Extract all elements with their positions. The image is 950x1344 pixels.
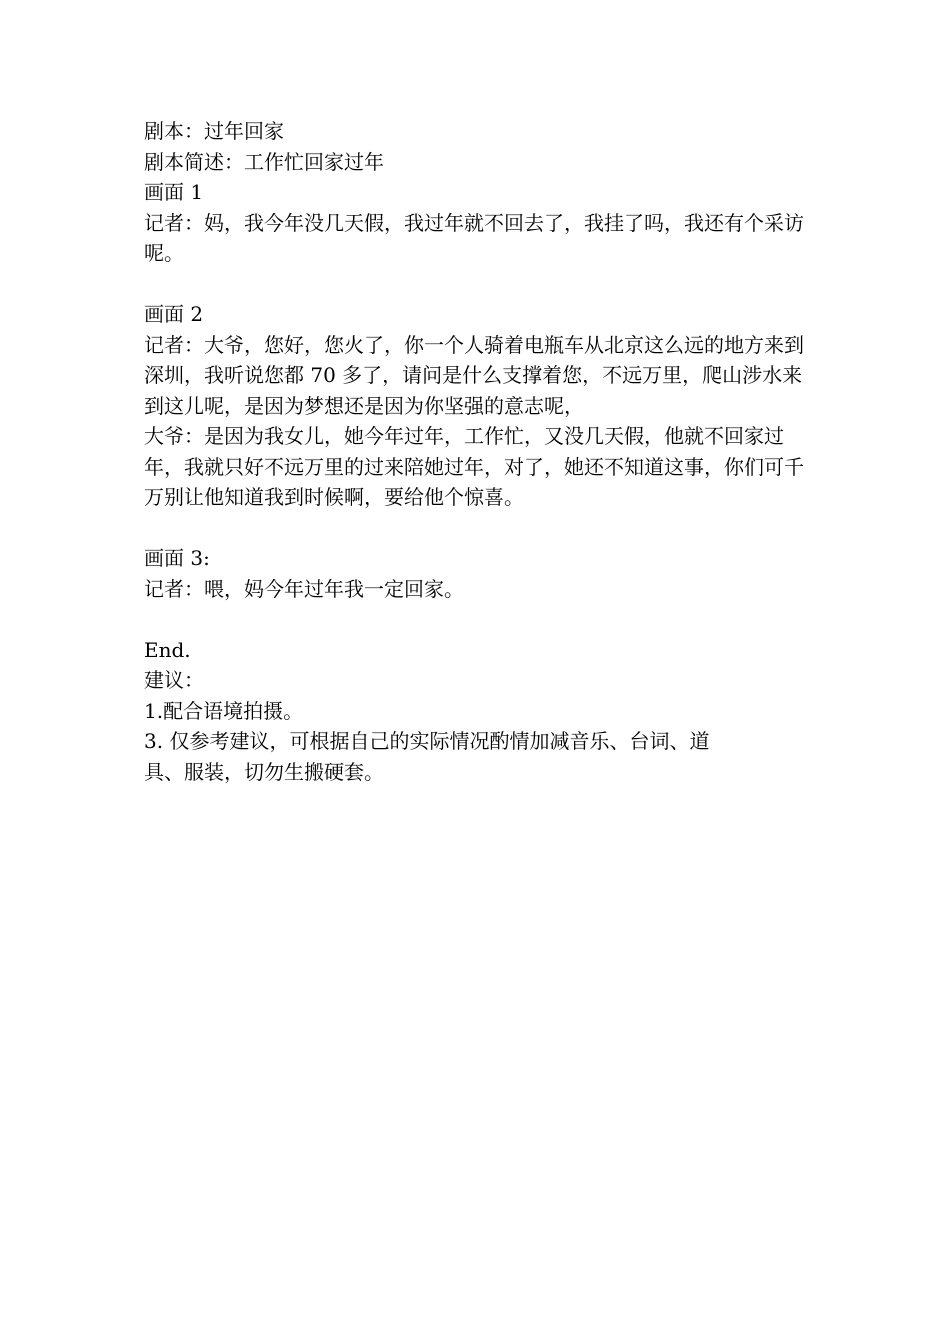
scene-1-heading: 画面 1 (144, 180, 204, 204)
script-summary: 剧本简述：工作忙回家过年 (144, 149, 384, 174)
scene-3-dialogue-line: 记者：喂，妈今年过年我一定回家。 (144, 576, 464, 601)
script-content (144, 116, 814, 787)
scene-1-dialogue-line: 记者：妈，我今年没几天假，我过年就不回去了，我挂了吗，我还有个采访呢。 (144, 210, 804, 265)
blank-line (144, 604, 814, 635)
scene-2-dialogue-line: 大爷：是因为我女儿，她今年过年，工作忙，又没几天假，他就不回家过年，我就只好不远万里的过来陪她过年，对了，她还不知道这事，你们可千万别让他知道我到时候啊，要给他个惊喜。 (144, 424, 804, 509)
scene-3-heading: 画面 3: (144, 546, 210, 570)
blank-line (144, 269, 814, 300)
suggestion-item: 1.配合语境拍摄。 (144, 698, 304, 723)
end-marker: End. (144, 637, 191, 662)
scene-2-heading: 画面 2 (144, 302, 204, 326)
script-title: 剧本：过年回家 (144, 119, 284, 143)
suggestions-heading: 建议： (144, 668, 204, 692)
blank-line (144, 513, 814, 544)
scene-2-dialogue-line: 记者：大爷，您好，您火了，你一个人骑着电瓶车从北京这么远的地方来到深圳，我听说您都 70 多了，请问是什么支撑着您，不远万里，爬山涉水来到这儿呢，是因为梦想还是因为你坚强的意志呢， (144, 332, 804, 418)
suggestion-item: 3. 仅参考建议，可根据自己的实际情况酌情加减音乐、台词、道具、服装，切勿生搬硬套。 (144, 729, 710, 784)
